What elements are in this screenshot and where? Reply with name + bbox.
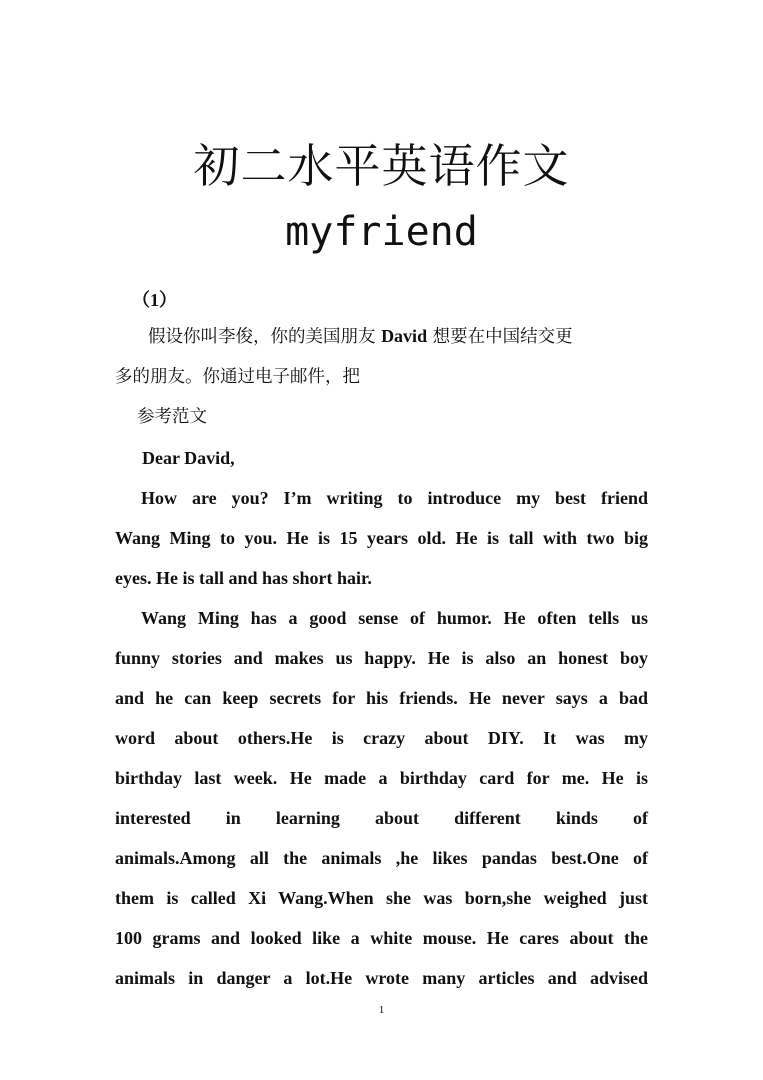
body-line-8: birthday last week. He made a birthday card for me. He is xyxy=(115,768,648,788)
page-number: 1 xyxy=(378,1004,385,1016)
body-line-3: eyes. He is tall and has short hair. xyxy=(115,568,372,588)
page-title-english: myfriend xyxy=(285,209,478,255)
section-label: （1） xyxy=(132,290,177,310)
body-line-9: interested in learning about different kinds of xyxy=(115,808,648,828)
prompt-text-a: 假设你叫李俊，你的美国朋友 xyxy=(148,327,382,347)
body-line-10: animals.Among all the animals ,he likes pandas best.One of xyxy=(115,848,648,868)
page-title-chinese: 初二水平英语作文 xyxy=(193,139,570,193)
body-line-11: them is called Xi Wang.When she was born,she weighed just xyxy=(115,888,648,908)
body-line-6: and he can keep secrets for his friends. He never says a bad xyxy=(115,688,648,708)
body-line-7: word about others.He is crazy about DIY. It was my xyxy=(115,728,648,748)
prompt-line-2: 多的朋友。你通过电子邮件，把 xyxy=(115,367,360,387)
prompt-name: David xyxy=(381,326,428,346)
body-line-5: funny stories and makes us happy. He is also an honest boy xyxy=(115,648,648,668)
model-essay-label: 参考范文 xyxy=(137,407,207,427)
letter-greeting: Dear David, xyxy=(142,448,235,468)
prompt-line-1 xyxy=(148,324,648,349)
body-line-12: 100 grams and looked like a white mouse. He cares about the xyxy=(115,928,648,948)
body-line-1: How are you? I’m writing to introduce my best friend xyxy=(141,488,648,508)
body-line-13: animals in danger a lot.He wrote many articles and advised xyxy=(115,968,648,988)
prompt-text-b: 想要在中国结交更 xyxy=(427,327,573,347)
body-line-4: Wang Ming has a good sense of humor. He often tells us xyxy=(141,608,648,628)
body-line-2: Wang Ming to you. He is 15 years old. He is tall with two big xyxy=(115,528,648,548)
